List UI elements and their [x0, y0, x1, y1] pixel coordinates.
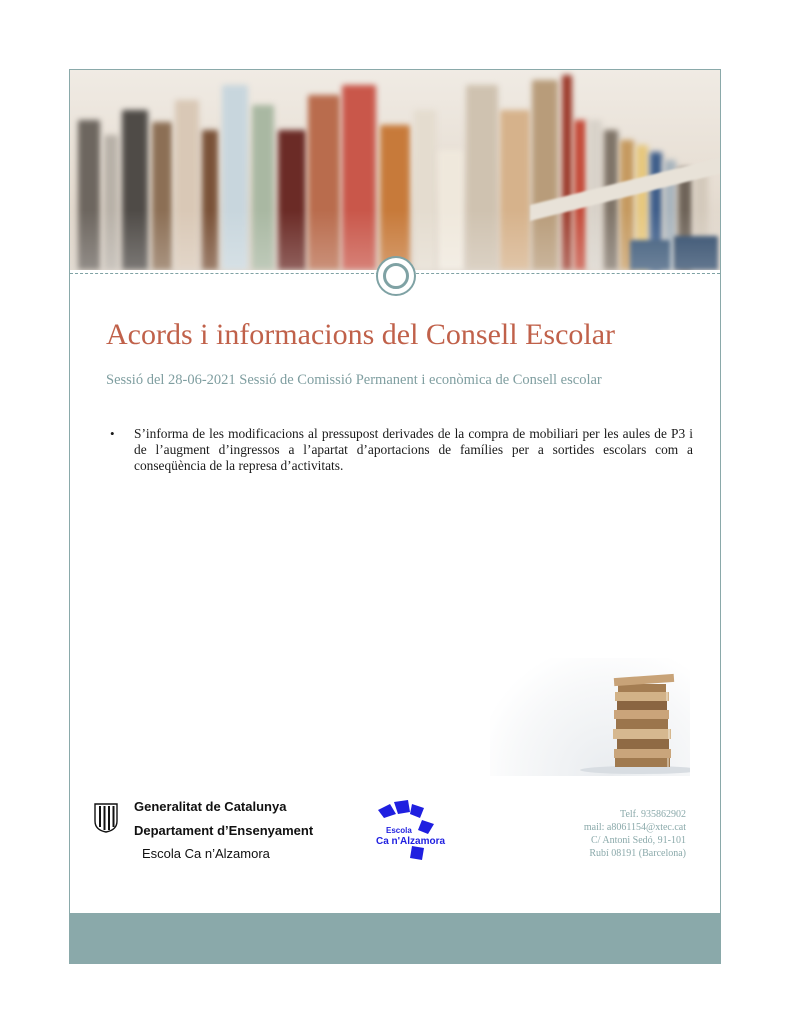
book-stack-icon — [490, 658, 690, 776]
school-logo-line1: Escola — [386, 826, 412, 835]
contact-address: C/ Antoni Sedó, 91-101 — [590, 835, 686, 846]
circle-ornament-icon — [376, 256, 416, 296]
school-logo-line2: Ca n'Alzamora — [376, 836, 446, 847]
government-name: Generalitat de Catalunya — [134, 799, 287, 814]
document-page — [69, 69, 721, 964]
bookshelf-banner-image — [70, 70, 720, 270]
agreements-list — [108, 426, 693, 474]
page-title: Acords i informacions del Consell Escolar — [106, 318, 616, 351]
contact-block — [584, 808, 686, 860]
contact-city: Rubí 08191 (Barcelona) — [589, 848, 686, 859]
session-subtitle: Sessió del 28-06-2021 Sessió de Comissió Permanent i econòmica de Consell escolar — [106, 372, 602, 388]
school-name: Escola Ca n’Alzamora — [142, 846, 270, 861]
footer-band — [70, 913, 720, 963]
generalitat-emblem-icon — [94, 803, 118, 833]
contact-phone: Telf. 935862902 — [620, 809, 686, 820]
school-logo — [372, 800, 456, 864]
book-stack-image — [490, 658, 690, 776]
department-name: Departament d’Ensenyament — [134, 823, 314, 838]
list-item: • S’informa de les modificacions al pressupost derivades de la compra de mobiliari per les aules de P3 i de l’augment d’ingressos a l’apartat d’aportacions de famílies per a sortides escolars com a conseqüència de la represa d’activitats. — [108, 426, 693, 474]
contact-email: mail: a8061154@xtec.cat — [583, 822, 686, 833]
